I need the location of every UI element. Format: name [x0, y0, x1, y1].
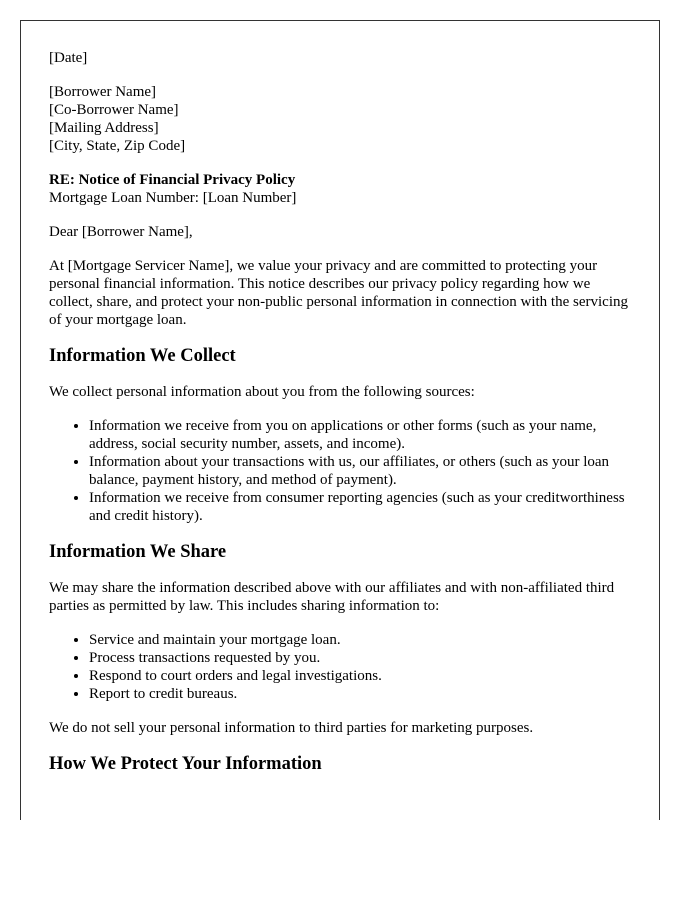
collect-list: [49, 417, 633, 525]
section-lead-collect: We collect personal information about you from the following sources:: [49, 384, 475, 400]
letter-page: [20, 20, 660, 820]
section-heading-share: Information We Share: [49, 542, 227, 562]
list-item: • Service and maintain your mortgage loan.: [89, 631, 633, 649]
section-lead-share: We may share the information described above with our affiliates and with non-affiliated third parties as permitted by law. This includes sharing information to:: [49, 580, 615, 614]
list-item: • Information about your transactions with us, our affiliates, or others (such as your loan balance, payment history, and method of payment).: [89, 453, 633, 489]
list-item: • Information we receive from consumer reporting agencies (such as your creditworthiness and credit history).: [89, 489, 633, 525]
subject-line: RE: Notice of Financial Privacy Policy: [49, 172, 296, 188]
section-heading-collect: Information We Collect: [49, 346, 236, 366]
intro-paragraph: At [Mortgage Servicer Name], we value your privacy and are committed to protecting your personal financial information. This notice describes our privacy policy regarding how we collect, share, and protect your non-public personal information in connection with the servicing of your mortgage loan.: [49, 258, 628, 328]
co-borrower-name: [Co-Borrower Name]: [49, 102, 179, 118]
list-item: • Respond to court orders and legal investigations.: [89, 667, 633, 685]
salutation: Dear [Borrower Name],: [49, 224, 193, 240]
letter-date: [Date]: [49, 50, 88, 66]
recipient-address: [49, 83, 633, 155]
loan-number-line: Mortgage Loan Number: [Loan Number]: [49, 190, 297, 206]
share-list: [49, 631, 633, 703]
share-closing: We do not sell your personal information to third parties for marketing purposes.: [49, 720, 534, 736]
subject-block: [49, 171, 633, 207]
city-state-zip: [City, State, Zip Code]: [49, 138, 186, 154]
borrower-name: [Borrower Name]: [49, 84, 157, 100]
mailing-address: [Mailing Address]: [49, 120, 159, 136]
list-item: • Process transactions requested by you.: [89, 649, 633, 667]
list-item: • Report to credit bureaus.: [89, 685, 633, 703]
list-item: • Information we receive from you on applications or other forms (such as your name, address, social security number, assets, and income).: [89, 417, 633, 453]
letter-content: [49, 49, 633, 791]
section-heading-protect: How We Protect Your Information: [49, 754, 322, 774]
